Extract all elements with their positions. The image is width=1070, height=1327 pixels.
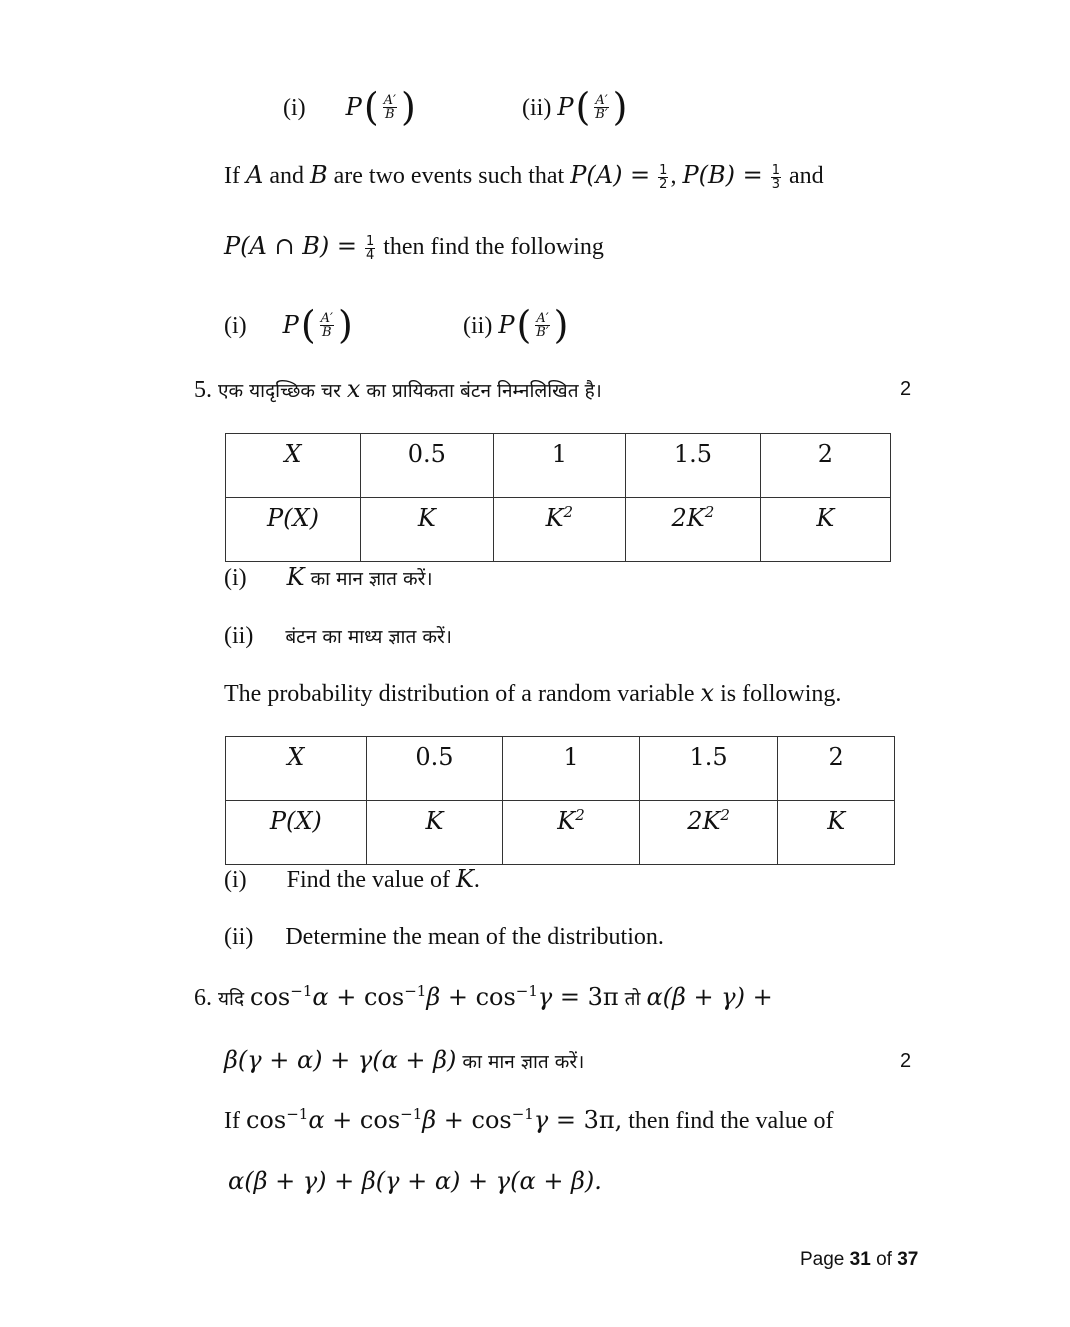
left-paren: (: [575, 85, 591, 129]
comma: ,: [670, 163, 677, 189]
hindi-text: एक यादृच्छिक चर: [218, 380, 341, 402]
option-label: (ii): [463, 313, 493, 339]
q5-hindi-stem: [194, 374, 602, 406]
q5-english-part-i: [224, 864, 480, 895]
variable-x: x: [700, 679, 715, 707]
option-label: (i): [224, 313, 247, 339]
part-label: (i): [224, 867, 247, 893]
expression: α(β + γ) + β(γ + α) + γ(α + β).: [228, 1167, 602, 1195]
denominator: 2: [659, 176, 668, 192]
hindi-text: का मान ज्ञात करें।: [462, 1051, 585, 1073]
right-paren: ): [612, 85, 628, 129]
table-cell: [503, 801, 640, 865]
text: Determine the mean of the distribution.: [285, 924, 664, 950]
event-a: A: [245, 161, 264, 189]
cos: cos: [363, 983, 405, 1011]
right-paren: ): [400, 85, 416, 129]
expression: β(γ + α) + γ(α + β): [224, 1046, 457, 1074]
table-row-x: [226, 737, 895, 801]
text: and: [782, 163, 824, 189]
table-cell: X: [226, 737, 367, 801]
cell-value: P(X): [266, 504, 319, 532]
prev-question-line-2: [224, 231, 604, 262]
conditional-probability: [498, 303, 569, 347]
numerator: 1: [365, 233, 375, 249]
table-cell: 2: [778, 737, 895, 801]
cell-value: K: [545, 504, 564, 532]
exponent: 2: [720, 806, 730, 824]
prev-top-option-i: [283, 85, 416, 129]
hindi-text: बंटन का माध्य ज्ञात करें।: [285, 626, 452, 648]
left-paren: (: [363, 85, 379, 129]
plus: +: [436, 1106, 472, 1134]
conditional-probability: [557, 85, 628, 129]
inverse-exponent: −1: [404, 982, 427, 1000]
current-page: 31: [849, 1249, 871, 1270]
fraction: [383, 94, 397, 121]
table-row-x: [226, 434, 891, 498]
table-row-px: [226, 801, 895, 865]
fraction: [535, 312, 549, 339]
option-label: (i): [283, 95, 306, 121]
numerator: A′: [595, 92, 608, 108]
q5-hindi-part-ii: [224, 621, 452, 652]
numerator: A′: [320, 310, 333, 326]
exponent: 2: [563, 503, 574, 521]
text: then find the value of: [622, 1108, 834, 1134]
p-of-a: P(A) =: [570, 161, 651, 189]
beta: β: [426, 983, 441, 1011]
inverse-exponent: −1: [286, 1105, 309, 1123]
cell-value: K: [557, 807, 576, 835]
table-cell: [226, 801, 367, 865]
page-word: Page: [800, 1249, 845, 1270]
inverse-exponent: −1: [290, 982, 313, 1000]
gamma: γ: [537, 983, 553, 1011]
text: is following.: [720, 681, 842, 707]
alpha: α: [308, 1106, 325, 1134]
q6-marks: 2: [900, 1050, 912, 1072]
table-cell: 1: [503, 737, 640, 801]
denominator: B′: [536, 324, 549, 340]
exponent: 2: [575, 806, 585, 824]
variable-x: x: [346, 375, 361, 403]
inverse-exponent: −1: [511, 1105, 534, 1123]
cell-value: K: [417, 504, 436, 532]
p-symbol: P: [282, 311, 299, 339]
denominator: 3: [771, 176, 780, 192]
rhs: = 3π,: [548, 1106, 623, 1134]
event-b: B: [309, 161, 328, 189]
part-label: (ii): [224, 924, 254, 950]
of-word: of: [876, 1249, 892, 1270]
table-cell: 0.5: [366, 737, 503, 801]
q6-english-line-1: [224, 1105, 834, 1136]
plus: +: [440, 983, 476, 1011]
table-cell: 1: [493, 434, 625, 498]
hindi-text: यदि: [218, 988, 245, 1010]
text: Find the value of: [286, 867, 456, 893]
q6-english-line-2: [228, 1166, 602, 1197]
denominator: 4: [365, 247, 375, 263]
expression: α(β + γ) +: [646, 983, 773, 1011]
fraction-quarter: [365, 235, 375, 262]
prev-option-i: [224, 303, 353, 347]
cell-value: 2K: [687, 807, 721, 835]
part-label: (i): [224, 565, 247, 591]
cell-value: K: [816, 504, 835, 532]
table-cell: [226, 498, 361, 562]
inverse-exponent: −1: [515, 982, 538, 1000]
text: If: [224, 1108, 246, 1134]
p-a-intersect-b: P(A ∩ B) =: [224, 232, 357, 260]
plus: +: [324, 1106, 360, 1134]
cos: cos: [475, 983, 516, 1011]
table-cell: 2: [760, 434, 890, 498]
cell-value: K: [425, 807, 444, 835]
question-number: 5.: [194, 377, 212, 403]
period: .: [473, 867, 480, 893]
numerator: 1: [771, 162, 780, 178]
gamma: γ: [533, 1106, 549, 1134]
table-cell: [760, 498, 890, 562]
table-cell: [360, 498, 493, 562]
q5-english-part-ii: [224, 922, 664, 952]
numerator: 1: [659, 162, 668, 178]
hindi-text: तो: [624, 988, 641, 1010]
table-row-px: [226, 498, 891, 562]
distribution-table-english: [225, 736, 895, 865]
page-footer: [800, 1249, 918, 1271]
prev-top-option-ii: [522, 85, 628, 129]
q6-hindi-line-2: [224, 1045, 584, 1077]
p-symbol: P: [345, 93, 362, 121]
total-pages: 37: [897, 1249, 919, 1270]
denominator: B: [322, 324, 332, 340]
table-cell: 1.5: [626, 434, 761, 498]
table-cell: [778, 801, 895, 865]
question-number: 6.: [194, 985, 212, 1011]
cos: cos: [245, 1106, 287, 1134]
q5-english-stem: [224, 678, 841, 709]
numerator: A′: [536, 310, 549, 326]
left-paren: (: [516, 303, 532, 347]
distribution-table-hindi: [225, 433, 891, 562]
fraction-third: [771, 164, 781, 191]
text: The probability distribution of a random variable: [224, 681, 695, 707]
text: are two events such that: [327, 163, 571, 189]
right-paren: ): [553, 303, 569, 347]
exponent: 2: [704, 503, 715, 521]
cell-value: K: [827, 807, 846, 835]
hindi-text: का प्रायिकता बंटन निम्नलिखित है।: [366, 380, 602, 402]
q5-marks: 2: [900, 378, 912, 400]
table-cell: [626, 498, 761, 562]
text: If: [224, 163, 246, 189]
table-cell: [639, 801, 778, 865]
p-symbol: P: [557, 93, 574, 121]
q6-hindi-line-1: [194, 982, 773, 1014]
part-label: (ii): [224, 623, 254, 649]
beta: β: [422, 1106, 437, 1134]
denominator: B′: [595, 106, 608, 122]
left-paren: (: [300, 303, 316, 347]
text: and: [263, 163, 310, 189]
table-cell: X: [226, 434, 361, 498]
rhs: = 3π: [552, 983, 619, 1011]
hindi-text: का मान ज्ञात करें।: [310, 568, 433, 590]
table-cell: 0.5: [360, 434, 493, 498]
denominator: B: [385, 106, 395, 122]
variable-k: K: [286, 563, 305, 591]
cos: cos: [250, 983, 291, 1011]
conditional-probability: [282, 303, 353, 347]
p-symbol: P: [498, 311, 515, 339]
prev-option-ii: [463, 303, 569, 347]
fraction-half: [658, 164, 668, 191]
cos: cos: [471, 1106, 512, 1134]
table-cell: [366, 801, 503, 865]
option-label: (ii): [522, 95, 552, 121]
prev-question-line-1: [224, 160, 824, 191]
q5-hindi-part-i: [224, 562, 433, 594]
cell-value: P(X): [269, 807, 322, 835]
table-cell: [493, 498, 625, 562]
table-cell: 1.5: [639, 737, 778, 801]
p-of-b: P(B) =: [682, 161, 763, 189]
fraction: [594, 94, 608, 121]
alpha: α: [312, 983, 329, 1011]
fraction: [320, 312, 334, 339]
inverse-exponent: −1: [400, 1105, 423, 1123]
conditional-probability: [345, 85, 416, 129]
plus: +: [328, 983, 364, 1011]
numerator: A′: [383, 92, 396, 108]
cos: cos: [359, 1106, 401, 1134]
text: then find the following: [377, 234, 604, 260]
variable-k: K: [455, 865, 474, 893]
right-paren: ): [337, 303, 353, 347]
cell-value: 2K: [671, 504, 705, 532]
